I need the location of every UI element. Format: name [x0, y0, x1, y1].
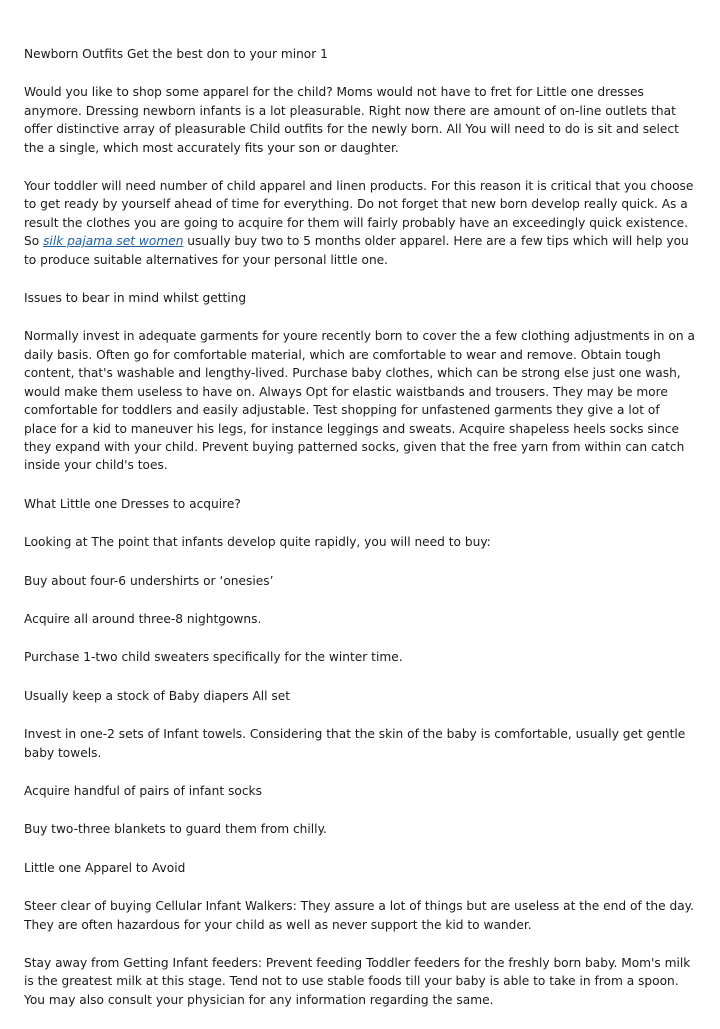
- walkers-paragraph: Steer clear of buying Cellular Infant Walkers: They assure a lot of things but are useless at the end of the day. They are often hazardous for your child as well as never support the kid to wander.: [24, 899, 695, 932]
- list-item: Invest in one-2 sets of Infant towels. Considering that the skin of the baby is comfortable, usually get gentle baby towels.: [24, 727, 686, 760]
- toddler-paragraph: [24, 177, 696, 269]
- buy-intro-paragraph: Looking at The point that infants develop quite rapidly, you will need to buy:: [24, 535, 491, 550]
- feeders-paragraph: Stay away from Getting Infant feeders: Prevent feeding Toddler feeders for the freshly born baby. Mom's milk is the greatest milk at this stage. Tend not to use stable foods till your baby is able to take in from a spoon. You may also consult your physician for any information regarding the same.: [24, 956, 691, 1007]
- document-body: [24, 45, 696, 1029]
- section-heading-issues: Issues to bear in mind whilst getting: [24, 291, 247, 306]
- intro-paragraph: Would you like to shop some apparel for the child? Moms would not have to fret for Little one dresses anymore. Dressing newborn infants is a lot pleasurable. Right now there are amount of on-line outlets that offer distinctive array of pleasurable Child outfits for the newly born. All You will need to do is sit and select the a single, which most accurately fits your son or daughter.: [24, 85, 679, 155]
- list-item: Purchase 1-two child sweaters specifically for the winter time.: [24, 650, 403, 665]
- list-item: Acquire all around three-8 nightgowns.: [24, 611, 262, 626]
- toddler-text-before: Your toddler will need number of child apparel and linen products. For this reason it is critical that you choose to get ready by yourself ahead of time for everything. Do not forget that new born develop really quick. As a result the clothes you are going to acquire for them will fairly probably have an exceedingly quick existence. So: [24, 179, 694, 249]
- toddler-text-after: usually buy two to 5 months older apparel. Here are a few tips which will help you to produce suitable alternatives for your personal little one.: [24, 234, 689, 267]
- list-item: Buy about four-6 undershirts or ‘onesies’: [24, 573, 274, 588]
- issues-paragraph: Normally invest in adequate garments for youre recently born to cover the a few clothing adjustments in on a daily basis. Often go for comfortable material, which are comfortable to wear and remove. Obtain tough content, that's washable and lengthy-lived. Purchase baby clothes, which can be strong else just one wash, would make them useless to have on. Always Opt for elastic waistbands and trousers. They may be more comfortable for toddlers and easily adjustable. Test shopping for unfastened garments they give a lot of place for a kid to maneuver his legs, for instance leggings and sweats. Acquire shapeless heels socks since they expand with your child. Prevent buying patterned socks, given that the free yarn from within can catch inside your child's toes.: [24, 329, 695, 473]
- list-item: Buy two-three blankets to guard them from chilly.: [24, 822, 327, 837]
- list-item: Usually keep a stock of Baby diapers All set: [24, 688, 291, 703]
- list-item: Acquire handful of pairs of infant socks: [24, 783, 262, 798]
- section-heading-what-to-buy: What Little one Dresses to acquire?: [24, 496, 241, 511]
- section-heading-avoid: Little one Apparel to Avoid: [24, 860, 186, 875]
- silk-pajama-link[interactable]: silk pajama set women: [43, 234, 184, 249]
- document-title: Newborn Outfits Get the best don to your minor 1: [24, 47, 328, 61]
